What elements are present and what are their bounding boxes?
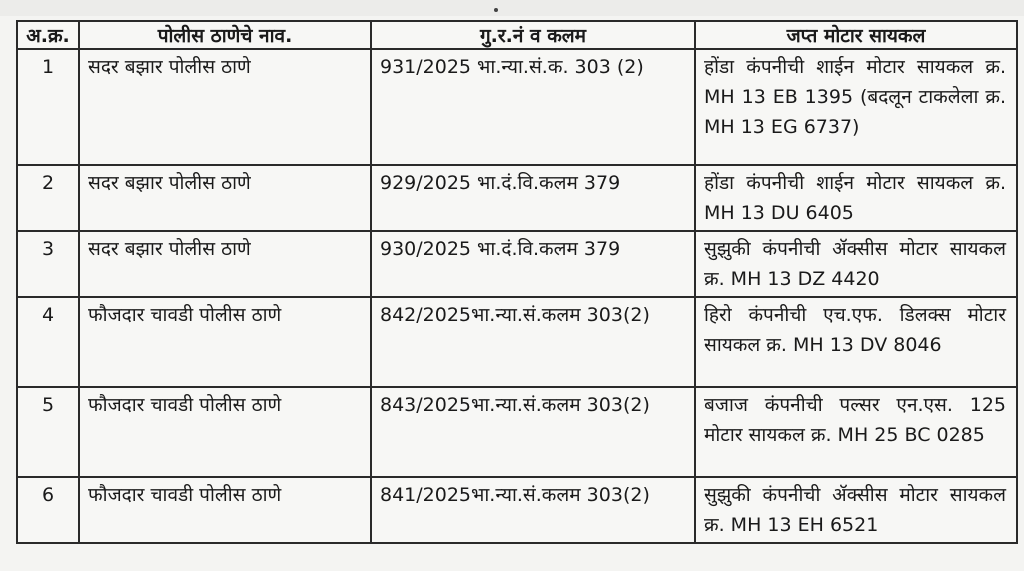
serial-number-cell: 4 — [17, 297, 79, 387]
table-row — [17, 49, 1017, 165]
header-serial-number: अ.क्र. — [17, 21, 79, 49]
case-number-cell: 930/2025 भा.दं.वि.कलम 379 — [371, 231, 695, 297]
seized-vehicle-cell: होंडा कंपनीची शाईन मोटार सायकल क्र. MH 13 EB 1395 (बदलून टाकलेला क्र. MH 13 EG 6737) — [695, 49, 1017, 165]
table-row — [17, 297, 1017, 387]
police-station-cell: फौजदार चावडी पोलीस ठाणे — [79, 387, 371, 477]
seized-vehicle-cell: सुझुकी कंपनीची ॲक्सीस मोटार सायकल क्र. MH 13 EH 6521 — [695, 477, 1017, 543]
case-number-cell: 842/2025भा.न्या.सं.कलम 303(2) — [371, 297, 695, 387]
table-row — [17, 477, 1017, 543]
police-station-cell: सदर बझार पोलीस ठाणे — [79, 49, 371, 165]
police-station-cell: सदर बझार पोलीस ठाणे — [79, 165, 371, 231]
table-row — [17, 387, 1017, 477]
case-number-cell: 843/2025भा.न्या.सं.कलम 303(2) — [371, 387, 695, 477]
document-top-edge — [0, 0, 1024, 16]
case-number-cell: 841/2025भा.न्या.सं.कलम 303(2) — [371, 477, 695, 543]
serial-number-cell: 2 — [17, 165, 79, 231]
case-number-cell: 931/2025 भा.न्या.सं.क. 303 (2) — [371, 49, 695, 165]
serial-number-cell: 1 — [17, 49, 79, 165]
police-station-cell: फौजदार चावडी पोलीस ठाणे — [79, 477, 371, 543]
table-row — [17, 165, 1017, 231]
table-header — [17, 21, 1017, 49]
header-case-number: गु.र.नं व कलम — [371, 21, 695, 49]
police-station-cell: फौजदार चावडी पोलीस ठाणे — [79, 297, 371, 387]
seized-vehicle-cell: हिरो कंपनीची एच.एफ. डिलक्स मोटार सायकल क्र. MH 13 DV 8046 — [695, 297, 1017, 387]
table-row — [17, 231, 1017, 297]
seized-vehicle-cell: बजाज कंपनीची पल्सर एन.एस. 125 मोटार सायकल क्र. MH 25 BC 0285 — [695, 387, 1017, 477]
serial-number-cell: 5 — [17, 387, 79, 477]
seized-vehicle-cell: सुझुकी कंपनीची ॲक्सीस मोटार सायकल क्र. MH 13 DZ 4420 — [695, 231, 1017, 297]
ink-dot — [494, 8, 498, 12]
table-body — [17, 49, 1017, 543]
seized-motorcycles-table — [16, 20, 1018, 544]
serial-number-cell: 6 — [17, 477, 79, 543]
police-station-cell: सदर बझार पोलीस ठाणे — [79, 231, 371, 297]
header-seized-vehicle: जप्त मोटार सायकल — [695, 21, 1017, 49]
header-police-station: पोलीस ठाणेचे नाव. — [79, 21, 371, 49]
serial-number-cell: 3 — [17, 231, 79, 297]
header-row — [17, 21, 1017, 49]
case-number-cell: 929/2025 भा.दं.वि.कलम 379 — [371, 165, 695, 231]
seized-vehicle-cell: होंडा कंपनीची शाईन मोटार सायकल क्र. MH 13 DU 6405 — [695, 165, 1017, 231]
